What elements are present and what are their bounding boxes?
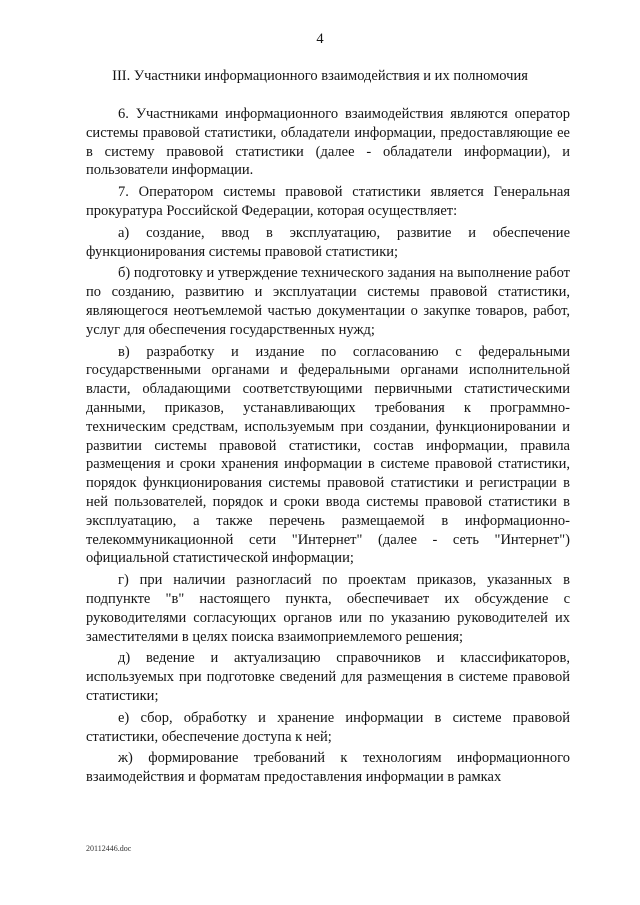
section-title: III. Участники информационного взаимодействия и их полномочия [112, 68, 528, 84]
paragraph: а) создание, ввод в эксплуатацию, развитие и обеспечение функционирования системы правовой статистики; [86, 224, 570, 260]
paragraph: б) подготовку и утверждение технического задания на выполнение работ по созданию, развитию и эксплуатации системы правовой статистики, являющегося неотъемлемой частью документации о закупке товаров, работ, услуг для обеспечения государственных нужд; [86, 265, 570, 338]
paragraph: 7. Оператором системы правовой статистики является Генеральная прокуратура Российской Федерации, которая осуществляет: [86, 184, 570, 219]
paragraph: д) ведение и актуализацию справочников и классификаторов, используемых при подготовке сведений для размещения в системе правовой статистики; [86, 650, 570, 704]
paragraph: в) разработку и издание по согласованию с федеральными государственными органами и федеральными органами исполнительной власти, обладающими соответствующими первичными статистическими данными, приказов, устанавливающих требования к программно-техническим средствам, используемым при создании, функционировании и развитии системы правовой статистики, состав информации, правила размещения и сроки хранения информации в системе правовой статистики, порядок функционирования системы правовой статистики и регистрации в ней пользователей, порядок и сроки ввода системы правовой статистики в эксплуатацию, а также перечень размещаемой в информационно-телекоммуникационной сети "Интернет" (далее - сеть "Интернет") официальной статистической информации; [86, 343, 570, 567]
paragraph: ж) формирование требований к технологиям информационного взаимодействия и форматам предоставления информации в рамках [86, 750, 570, 786]
page-number: 4 [316, 31, 324, 47]
paragraph: е) сбор, обработку и хранение информации в системе правовой статистики, обеспечение доступа к ней; [86, 709, 570, 745]
body-text [86, 105, 570, 790]
footer-document-code: 20112446.doc [86, 844, 132, 853]
paragraph: г) при наличии разногласий по проектам приказов, указанных в подпункте "в" настоящего пункта, обеспечивает их обсуждение с руководителями согласующих органов или по указанию руководителей их заместителями в целях поиска взаимоприемлемого решения; [86, 572, 570, 645]
paragraph: 6. Участниками информационного взаимодействия являются оператор системы правовой статистики, обладатели информации, предоставляющие ее в систему правовой статистики (далее - обладатели информации), и пользователи информации. [86, 106, 570, 179]
